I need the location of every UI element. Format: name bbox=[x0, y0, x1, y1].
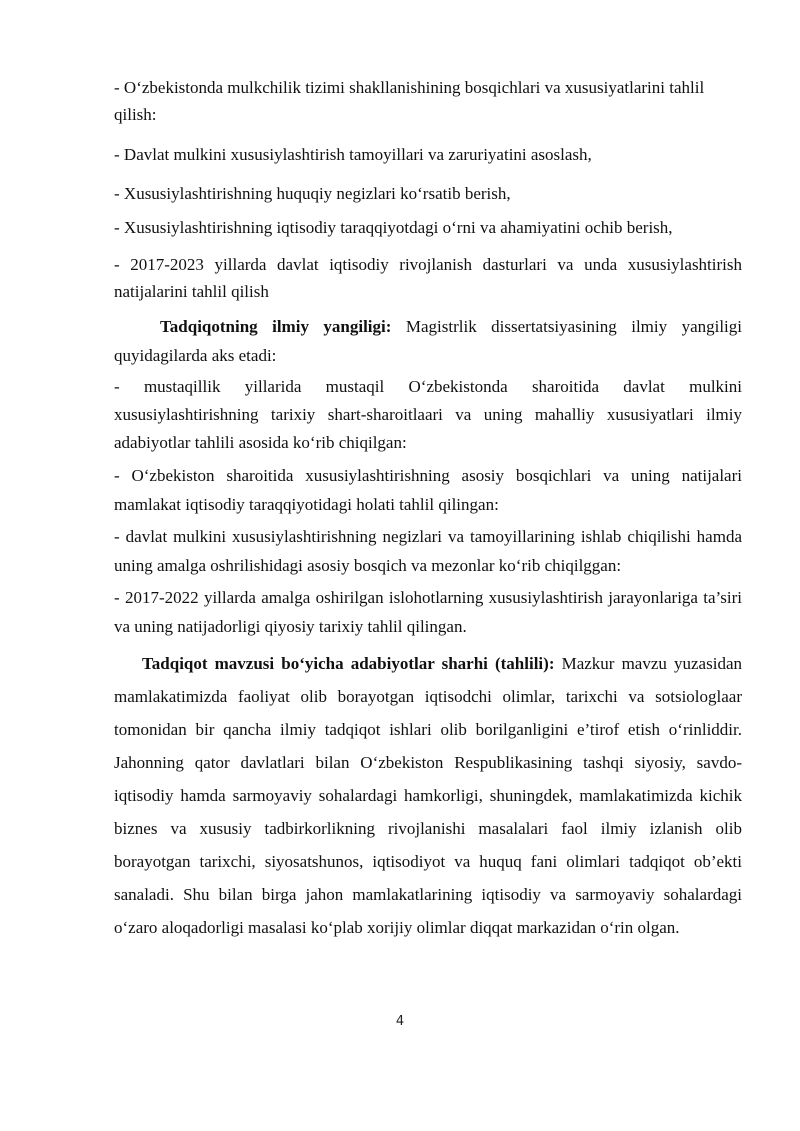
page-number: 4 bbox=[395, 1014, 405, 1029]
novelty-item-3: - davlat mulkini xususiylashtirishning negizlari va tamoyillarining ishlab chiqilishi hamda uning amalga oshrilishidagi asosiy bosqich va mezonlar ko‘rib chiqilggan: bbox=[114, 527, 742, 575]
novelty-intro: Magistrlik dissertatsiyasining ilmiy yangiligi quyidagilarda aks etadi: bbox=[114, 317, 743, 365]
novelty-item-4: - 2017-2022 yillarda amalga oshirilgan islohotlarning xususiylashtirish jarayonlariga ta’siri va uning natijadorligi qiyosiy tarixiy tahlil qilingan. bbox=[114, 588, 742, 636]
task-item-5: - 2017-2023 yillarda davlat iqtisodiy rivojlanish dasturlari va unda xususiylashtirish natijalarini tahlil qilish bbox=[114, 255, 742, 301]
literature-review-text: Mazkur mavzu yuzasidan mamlakatimizda faoliyat olib borayotgan iqtisodchi olimlar, tarixchi va sotsiologlaar tomonidan bir qancha ilmiy tadqiqot ishlari olib borilganligini e’tirof etish o‘rinliddir. Jahonning qator davlatlari bilan O‘zbekiston Respublikasining tashqi siyosiy, savdo-iqtisodiy hamda sarmoyaviy sohalardagi hamkorligi, shuningdek, mamlakatimizda kichik biznes va xususiy tadbirkorlikning rivojlanishi masalalari faol ilmiy izlanish olib borayotgan tarixchi, siyosatshunos, iqtisodiyot va huquq fani olimlari tadqiqot ob’ekti sanaladi. Shu bilan birga jahon mamlakatlarining iqtisodiy va sarmoyaviy sohalardagi o‘zaro aloqadorligi masalasi ko‘plab xorijiy olimlar diqqat markazidan o‘rin olgan. bbox=[114, 654, 742, 937]
task-item-2: - Davlat mulkini xususiylashtirish tamoyillari va zaruriyatini asoslash, bbox=[114, 145, 592, 164]
literature-review-heading: Tadqiqot mavzusi bo‘yicha adabiyotlar sharhi (tahlili): bbox=[142, 654, 555, 673]
task-item-1: - O‘zbekistonda mulkchilik tizimi shakllanishining bosqichlari va xususiyatlarini tahlil qilish: bbox=[114, 78, 705, 124]
page-body bbox=[114, 74, 742, 944]
task-item-4: - Xususiylashtirishning iqtisodiy taraqqiyotdagi o‘rni va ahamiyatini ochib berish, bbox=[114, 218, 673, 237]
novelty-heading: Tadqiqotning ilmiy yangiligi: bbox=[160, 317, 392, 336]
novelty-item-2: - O‘zbekiston sharoitida xususiylashtirishning asosiy bosqichlari va uning natijalari mamlakat iqtisodiy taraqqiyotidagi holati tahlil qilingan: bbox=[114, 466, 742, 514]
task-item-3: - Xususiylashtirishning huquqiy negizlari ko‘rsatib berish, bbox=[114, 184, 511, 203]
novelty-paragraph bbox=[114, 312, 742, 370]
novelty-item-1: - mustaqillik yillarida mustaqil O‘zbekistonda sharoitida davlat mulkini xususiylashtirishning tarixiy shart-sharoitlaari va uning mahalliy xususiyatlari ilmiy adabiyotlar tahlili asosida ko‘rib chiqilgan: bbox=[114, 377, 742, 452]
literature-review-paragraph bbox=[114, 647, 742, 944]
